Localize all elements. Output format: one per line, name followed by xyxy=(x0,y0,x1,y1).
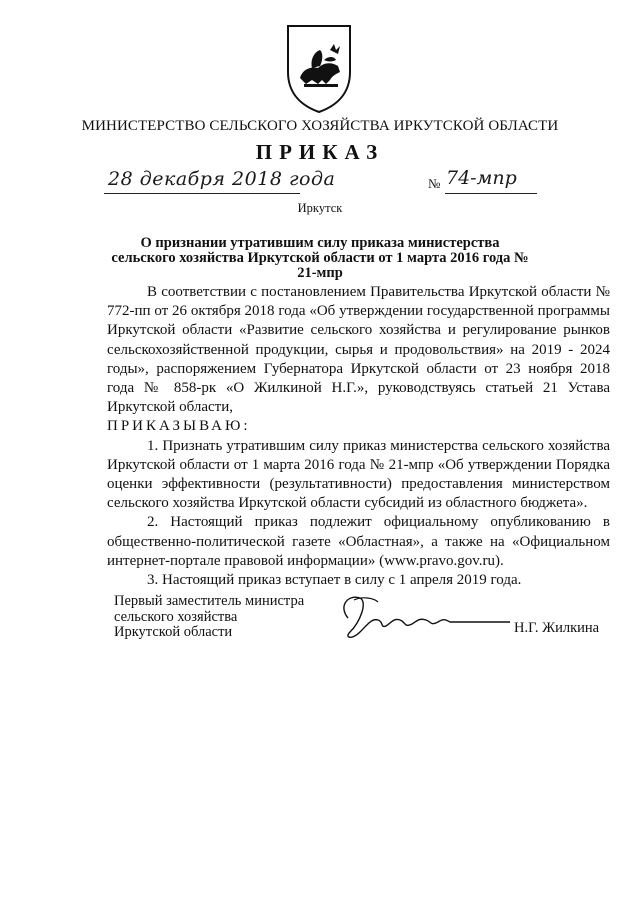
signer-name: Н.Г. Жилкина xyxy=(514,620,600,636)
document-type: ПРИКАЗ xyxy=(255,140,385,164)
document-title: О признании утратившим силу приказа министерства сельского хозяйства Иркутской области от 1 марта 2016 года № 21-мпр xyxy=(111,235,529,281)
signer-position-line: сельского хозяйства xyxy=(114,608,238,625)
order-item-2: 2. Настоящий приказ подлежит официальному опубликованию в общественно-политической газете «Областная», а также на «Официальном интернет-портале правовой информации» (www.pravo.gov.ru). xyxy=(107,514,610,569)
document-body xyxy=(107,283,610,590)
handwritten-signature xyxy=(334,588,514,644)
order-word: ПРИКАЗЫВАЮ: xyxy=(107,418,251,435)
signer-position xyxy=(114,594,304,641)
coat-of-arms-icon xyxy=(280,20,358,116)
handwritten-date: 28 декабря 2018 года xyxy=(108,168,336,190)
date-underline xyxy=(104,193,300,194)
signer-position-line: Первый заместитель министра xyxy=(114,593,305,609)
number-underline xyxy=(445,193,537,194)
city: Иркутск xyxy=(297,201,343,215)
order-item-3: 3. Настоящий приказ вступает в силу с 1 апреля 2019 года. xyxy=(147,572,522,589)
signer-position-line: Иркутской области xyxy=(114,624,233,640)
handwritten-number: 74-мпр xyxy=(446,167,517,189)
order-item-1: 1. Признать утратившим силу приказ министерства сельского хозяйства Иркутской области от 1 марта 2016 года № 21-мпр «Об утверждении Порядка оценки эффективности (результативности) предоставления министерством сельского хозяйства Иркутской области субсидий из областного бюджета». xyxy=(107,437,610,512)
preamble: В соответствии с постановлением Правительства Иркутской области № 772-пп от 26 октября 2018 года «Об утверждении государственной программы Иркутской области «Развитие сельского хозяйства и регулирование рынков сельскохозяйственной продукции, сырья и продовольствия» на 2019 - 2024 годы», распоряжением Губернатора Иркутской области от 23 ноября 2018 года № 858-рк «О Жилкиной Н.Г.», руководствуясь статьей 21 Устава Иркутской области, xyxy=(107,284,610,416)
ministry-name: МИНИСТЕРСТВО СЕЛЬСКОГО ХОЗЯЙСТВА ИРКУТСКОЙ ОБЛАСТИ xyxy=(81,118,559,134)
number-sign: № xyxy=(428,176,441,191)
